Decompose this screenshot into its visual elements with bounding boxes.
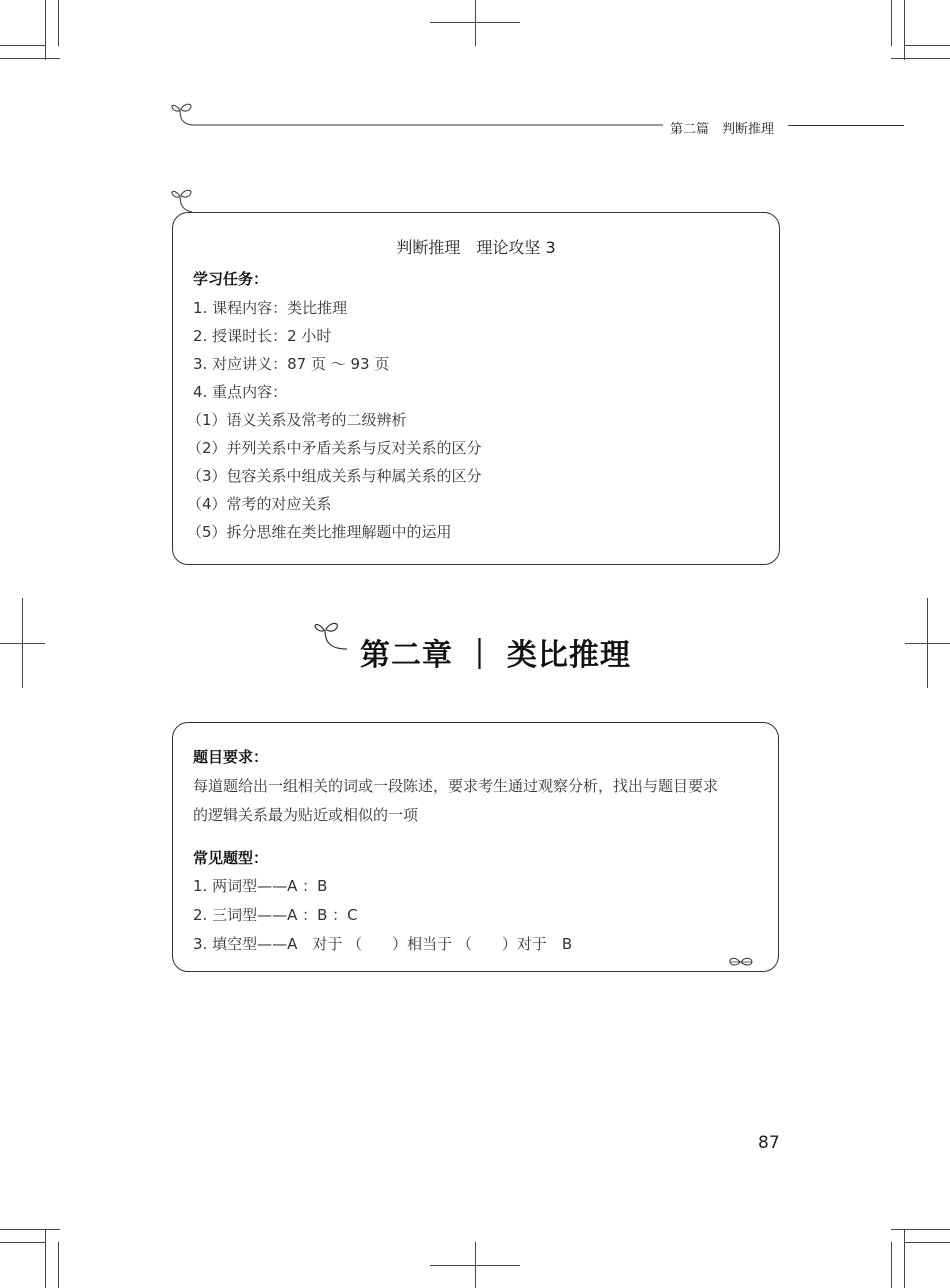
header-rule-right <box>788 125 904 126</box>
list-item: （4）常考的对应关系 <box>187 495 332 513</box>
requirements-text-line: 的逻辑关系最为贴近或相似的一项 <box>193 806 419 824</box>
section-title: 第二篇 判断推理 <box>664 118 780 137</box>
requirements-text-line: 每道题给出一组相关的词或一段陈述，要求考生通过观察分析，找出与题目要求 <box>193 777 719 795</box>
list-item: 3. 填空型——A 对于 （ ）相当于 （ ）对于 B <box>193 935 573 953</box>
list-item: 1. 两词型——A ：B <box>193 877 328 895</box>
requirements-box <box>172 722 779 972</box>
list-item: （3）包容关系中组成关系与种属关系的区分 <box>187 467 482 485</box>
page-number: 87 <box>758 1133 780 1153</box>
list-item: （2）并列关系中矛盾关系与反对关系的区分 <box>187 439 482 457</box>
list-item: 2. 三词型——A ：B ：C <box>193 906 358 924</box>
task-heading: 学习任务： <box>193 270 269 288</box>
list-item: 4. 重点内容： <box>193 383 288 401</box>
types-heading: 常见题型： <box>193 849 269 867</box>
list-item: （1）语义关系及常考的二级辨析 <box>187 411 407 429</box>
chapter-sprout-icon <box>312 618 354 658</box>
study-task-box <box>172 212 780 565</box>
list-item: 1. 课程内容：类比推理 <box>193 299 348 317</box>
list-item: 2. 授课时长：2 小时 <box>193 327 332 345</box>
list-item: （5）拆分思维在类比推理解题中的运用 <box>187 523 452 541</box>
study-box-title: 判断推理 理论攻坚 3 <box>396 238 556 257</box>
chapter-title: 第二章 ｜ 类比推理 <box>360 638 631 673</box>
header-sprout-icon <box>168 100 668 132</box>
leaves-icon <box>728 954 754 970</box>
requirements-heading: 题目要求： <box>193 748 269 766</box>
list-item: 3. 对应讲义：87 页 ～ 93 页 <box>193 355 390 373</box>
